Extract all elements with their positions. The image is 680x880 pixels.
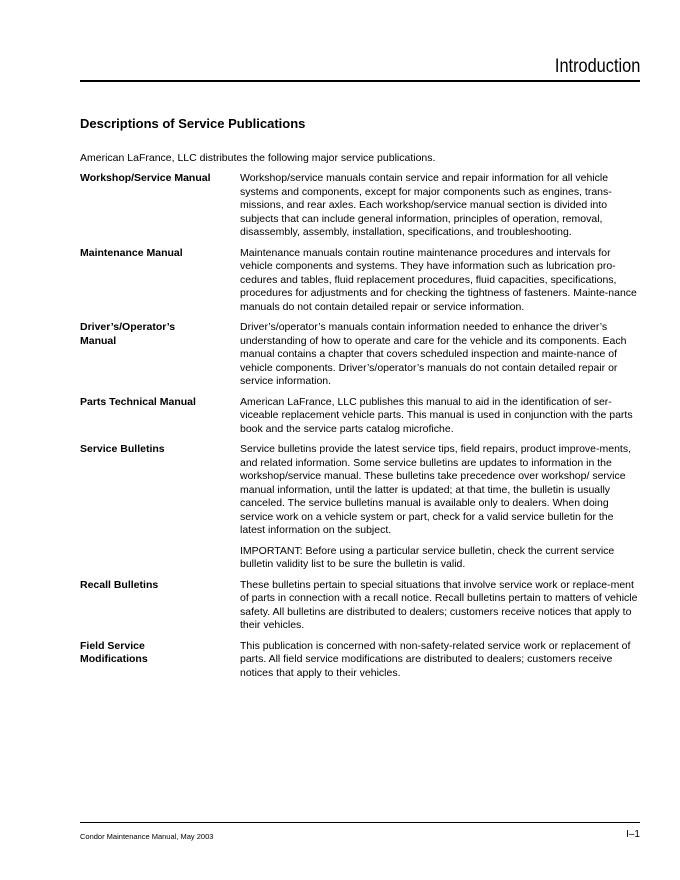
publication-term: Field Service Modifications (80, 639, 148, 665)
footer-page-number: I–1 (626, 829, 640, 840)
publication-description (240, 396, 640, 437)
publication-term: Service Bulletins (80, 443, 165, 455)
description-paragraph: Maintenance manuals contain routine maintenance procedures and intervals for vehicle components and systems. They have information such as lubrication pro-cedures and tables, fluid replacement procedures, fluid capacities, specifications, procedures for adjustments and for checking the tightness of fasteners. Mainte-nance manuals do not contain detailed repair or service information. (240, 246, 637, 313)
description-paragraph: These bulletins pertain to special situations that involve service work or replace-ment of parts in connection with a recall notice. Recall bulletins pertain to matters of vehicle safety. All bulletins are distributed to dealers; customers receive notices that apply to their vehicles. (240, 578, 638, 631)
description-paragraph: This publication is concerned with non-safety-related service work or replacement of parts. All field service modifications are distributed to dealers; customers receive notices that apply to their vehicles. (240, 639, 631, 679)
publication-item (80, 172, 640, 240)
description-paragraph: American LaFrance, LLC publishes this manual to aid in the identification of ser-viceable replacement vehicle parts. This manual is used in conjunction with the parts book and the service parts catalog microfiche. (240, 395, 633, 435)
publication-item (80, 321, 640, 389)
section-title: Descriptions of Service Publications (80, 116, 306, 131)
publication-list (80, 172, 640, 687)
publication-item (80, 247, 640, 315)
page-header-title: Introduction (554, 56, 640, 77)
publication-description (240, 579, 640, 633)
publication-term: Parts Technical Manual (80, 395, 196, 408)
publication-term: Maintenance Manual (80, 246, 183, 259)
publication-description (240, 443, 640, 572)
publication-item (80, 579, 640, 633)
publication-term: Recall Bulletins (80, 578, 159, 591)
description-paragraph: Service bulletins provide the latest service tips, field repairs, product improve-ments, and related information. Some service bulletins are updates to information in the workshop/service manual. These bulletins take precedence over workshop/ service manual information, until the latter is updated; at that time, the bulletin is usually canceled. The service bulletins manual is available only to dealers. When doing service work on a vehicle system or part, check for a valid service bulletin for the latest information on the subject. (240, 443, 632, 536)
publication-description (240, 172, 640, 240)
description-paragraph: Driver’s/operator’s manuals contain information needed to enhance the driver’s understanding of how to operate and care for the vehicle and its components. Each manual contains a chapter that covers scheduled inspection and mainte-nance of vehicle components. Driver’s/operator’s manuals do not contain detailed repair or service information. (240, 321, 627, 387)
publication-item (80, 443, 640, 572)
publication-term: Workshop/Service Manual (80, 172, 211, 184)
intro-paragraph: American LaFrance, LLC distributes the following major service publications. (80, 152, 436, 164)
publication-description (240, 321, 640, 389)
publication-item (80, 640, 640, 681)
publication-description (240, 247, 640, 315)
publication-item (80, 396, 640, 437)
publication-term: Driver’s/Operator’s Manual (80, 321, 176, 347)
description-paragraph: Workshop/service manuals contain service and repair information for all vehicle systems and components, except for major components such as engines, trans-missions, and rear axles. Each workshop/service manual section is divided into subjects that can include general information, principles of operation, removal, disassembly, assembly, installation, specifications, and troubleshooting. (240, 172, 612, 238)
important-note: IMPORTANT: Before using a particular service bulletin, check the current service bulletin validity list to be sure the bulletin is valid. (240, 544, 615, 570)
footer-rule (80, 822, 640, 823)
publication-description (240, 640, 640, 681)
footer-manual-title: Condor Maintenance Manual, May 2003 (80, 832, 214, 841)
header-rule (80, 80, 640, 82)
